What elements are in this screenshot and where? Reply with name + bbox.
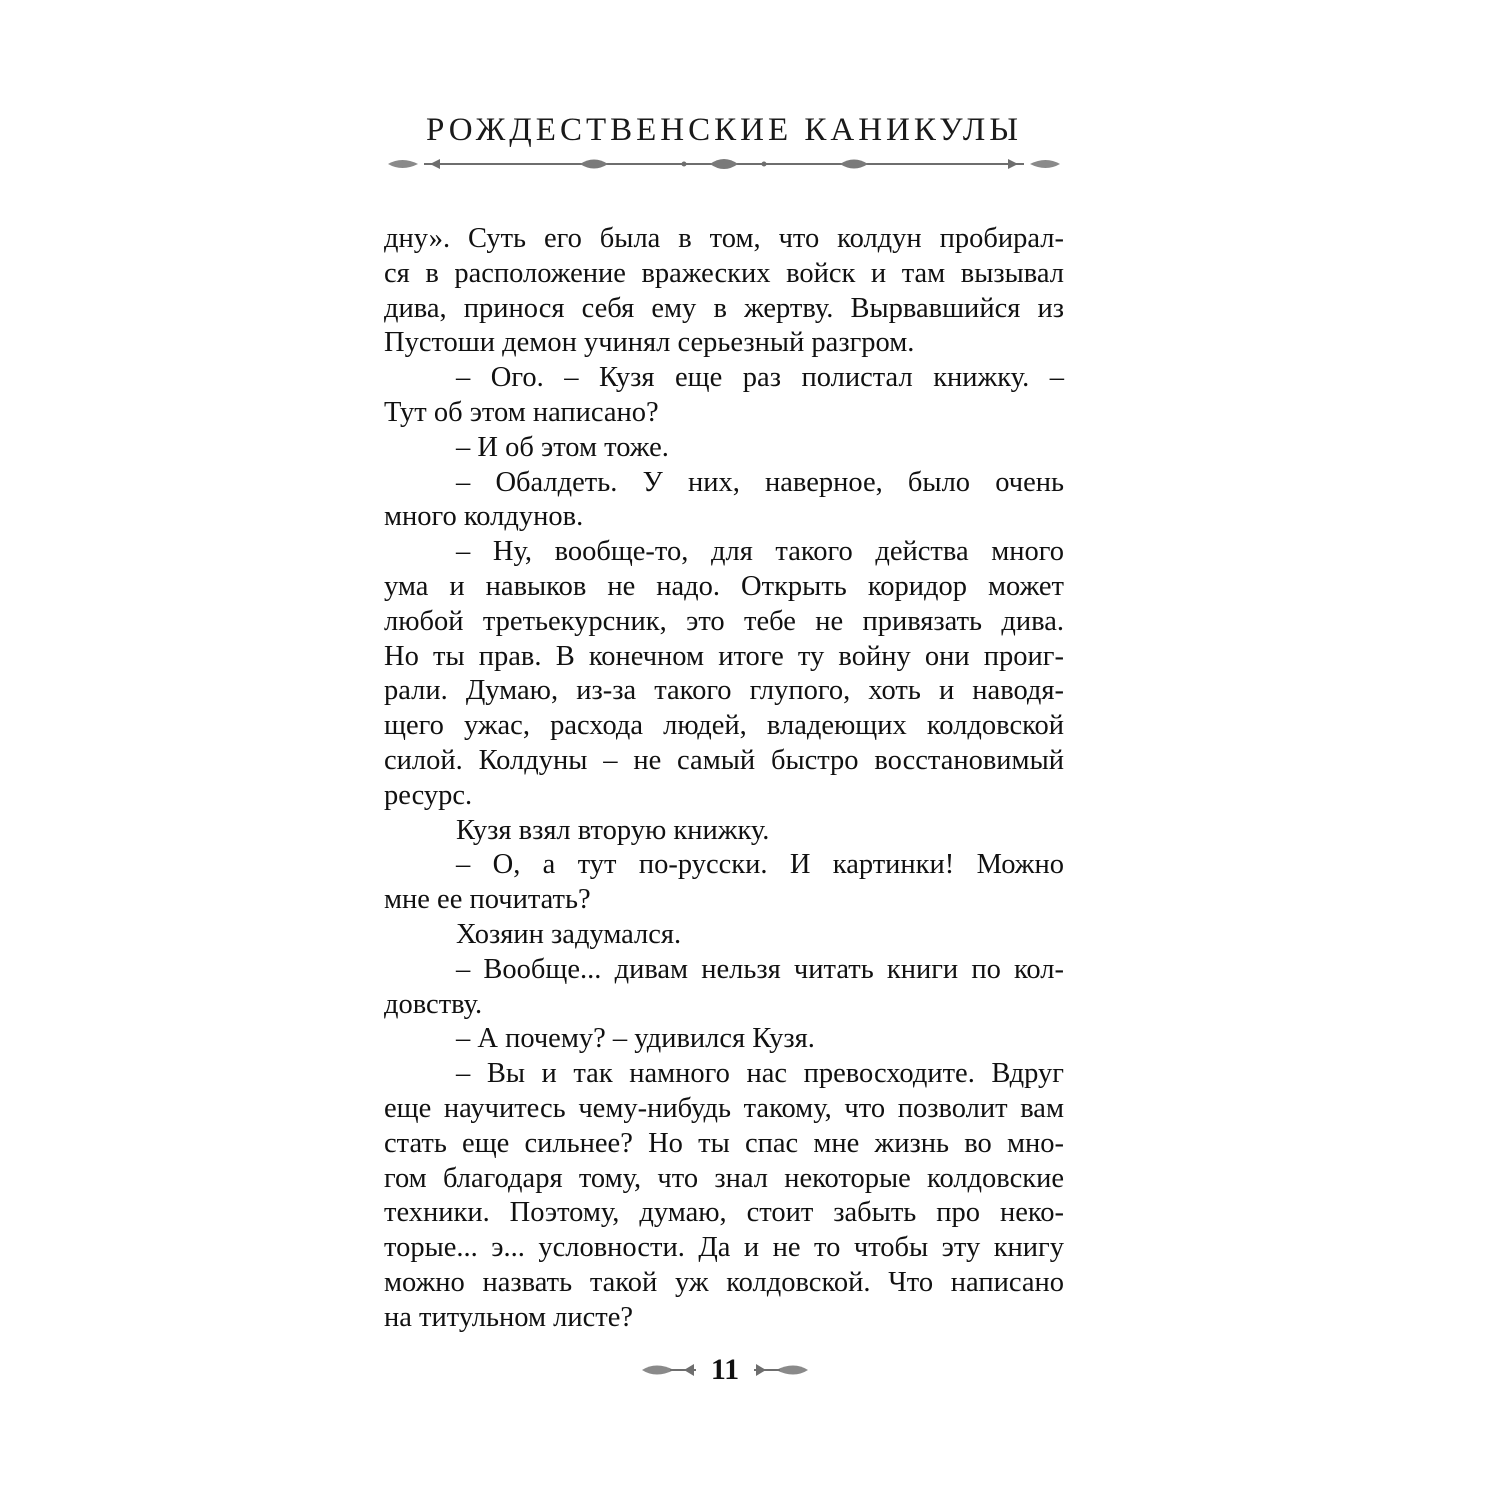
text-line: – Вы и так намного нас превосходите. Вдруг	[456, 1058, 1064, 1090]
text-line: – А почему? – удивился Кузя.	[456, 1023, 815, 1055]
text-line: – Ну, вообще-то, для такого действа много	[456, 536, 1064, 568]
text-line: Пустоши демон учинял серьезный разгром.	[384, 327, 915, 359]
text-line: дну». Суть его была в том, что колдун пробирал-	[384, 223, 1064, 254]
header-ornament-rule	[384, 152, 1064, 176]
text-line: – Ого. – Кузя еще раз полистал книжку. –	[456, 362, 1064, 394]
text-line: дива, принося себя ему в жертву. Вырвавшийся из	[384, 292, 1064, 324]
text-line: ся в расположение вражеских войск и там вызывал	[384, 257, 1064, 289]
text-line: – О, а тут по-русски. И картинки! Можно	[456, 849, 1064, 881]
text-line: мне ее почитать?	[384, 884, 591, 916]
page-folio	[640, 1352, 810, 1388]
text-line: можно назвать такой уж колдовской. Что написано	[384, 1266, 1064, 1298]
page-number: 11	[710, 1353, 740, 1386]
text-line: много колдунов.	[384, 501, 584, 533]
text-line: на титульном листе?	[384, 1301, 634, 1333]
text-line: Тут об этом написано?	[384, 396, 659, 428]
text-line: Хозяин задумался.	[456, 918, 682, 950]
text-line: еще научитесь чему-нибудь такому, что позволит вам	[384, 1092, 1064, 1124]
text-line: Кузя взял вторую книжку.	[456, 814, 770, 846]
text-line: торые... э... условности. Да и не то чтобы эту книгу	[384, 1232, 1064, 1264]
text-line: техники. Поэтому, думаю, стоит забыть про неко-	[384, 1197, 1064, 1229]
text-line: рали. Думаю, из-за такого глупого, хоть и наводя-	[384, 675, 1064, 707]
text-line: довству.	[384, 988, 483, 1020]
text-line: гом благодаря тому, что знал некоторые колдовские	[384, 1162, 1064, 1194]
body-text	[384, 222, 1064, 1336]
text-line: любой третьекурсник, это тебе не привязать дива.	[384, 605, 1064, 637]
text-line: – И об этом тоже.	[456, 431, 669, 463]
text-line: – Вообще... дивам нельзя читать книги по кол-	[456, 953, 1064, 985]
text-line: – Обалдеть. У них, наверное, было очень	[456, 466, 1064, 498]
text-line: стать еще сильнее? Но ты спас мне жизнь во мно-	[384, 1127, 1064, 1159]
text-line: силой. Колдуны – не самый быстро восстановимый	[384, 744, 1064, 776]
running-head: РОЖДЕСТВЕНСКИЕ КАНИКУЛЫ	[425, 112, 1023, 148]
text-line: ума и навыков не надо. Открыть коридор может	[384, 570, 1064, 602]
text-line: Но ты прав. В конечном итоге ту войну они проиг-	[384, 640, 1064, 672]
text-line: ресурс.	[384, 779, 473, 811]
text-line: щего ужас, расхода людей, владеющих колдовской	[384, 710, 1064, 742]
